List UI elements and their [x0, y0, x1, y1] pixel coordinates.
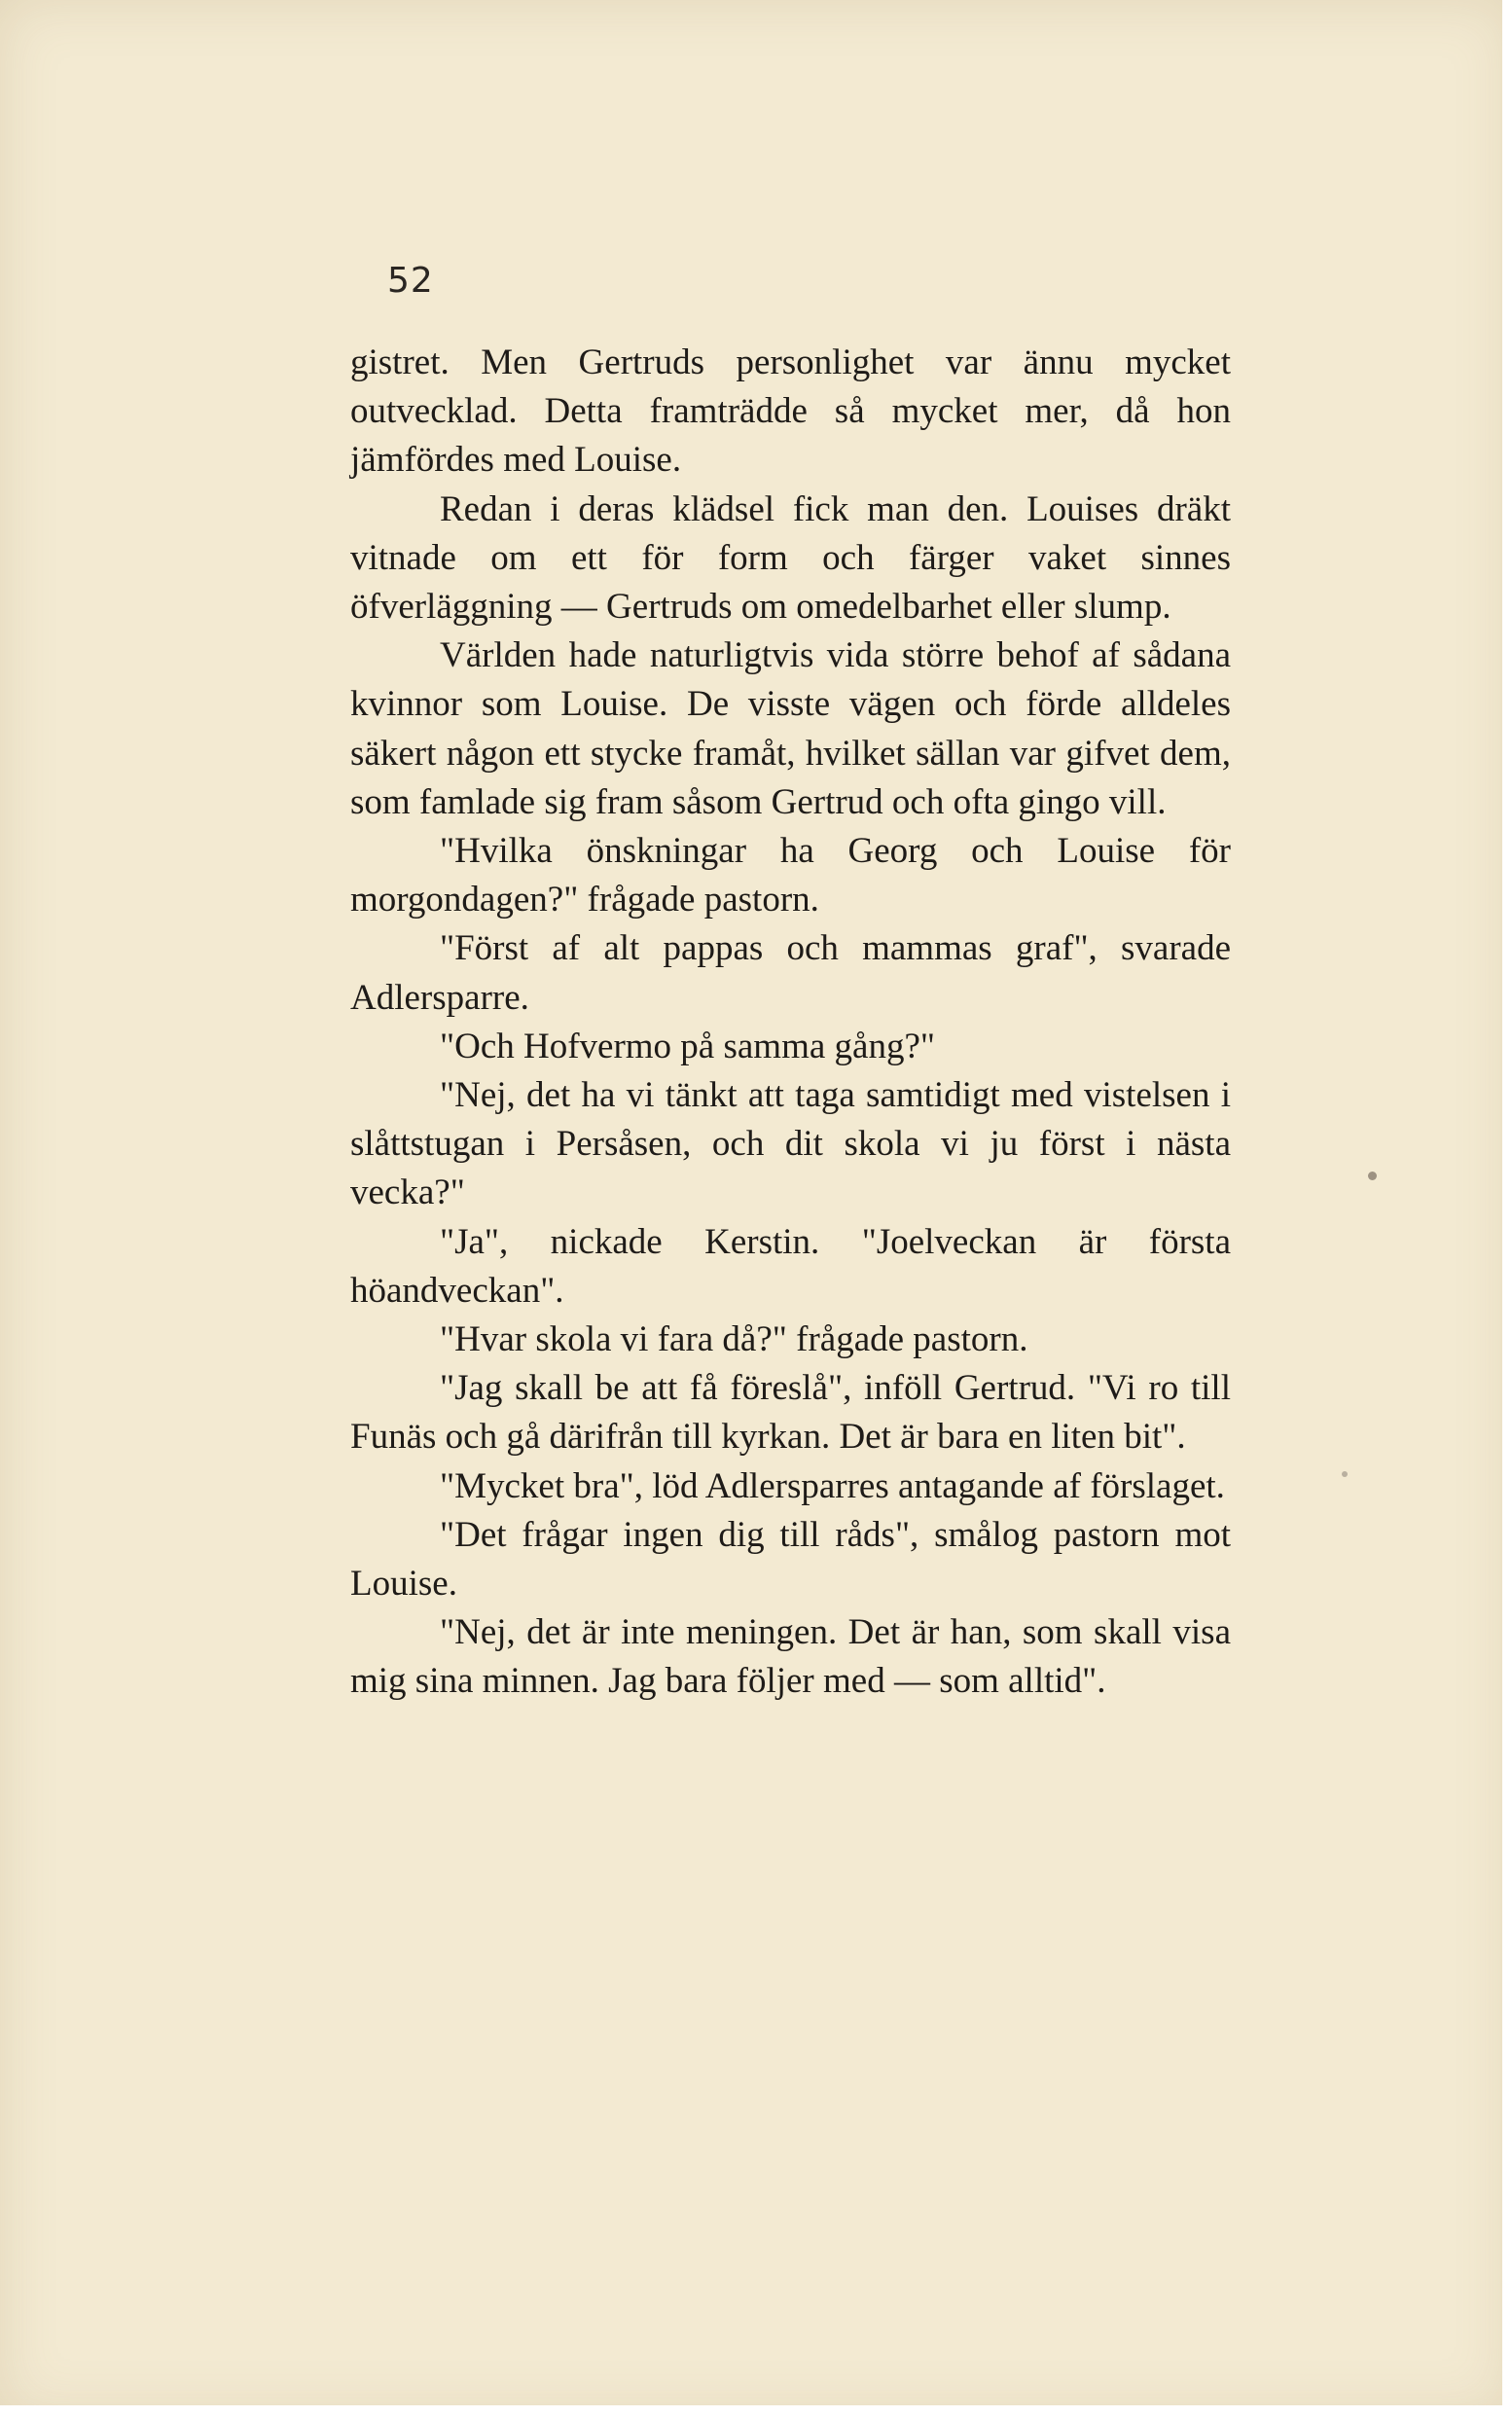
- page-number: 52: [387, 261, 434, 301]
- scan-edge-bottom: [0, 2405, 1512, 2417]
- paragraph: Världen hade naturligtvis vida större behof af sådana kvinnor som Louise. De visste vägen och förde alldeles säkert någon ett stycke framåt, hvilket sällan var gifvet dem, som famlade sig fram såsom Gertrud och ofta gingo vill.: [350, 635, 1231, 822]
- paragraph: "Det frågar ingen dig till råds", smålog pastorn mot Louise.: [350, 1514, 1231, 1605]
- body-text: [350, 339, 1231, 1707]
- paragraph: "Ja", nickade Kerstin. "Joelveckan är första höandveckan".: [350, 1221, 1231, 1311]
- paragraph: "Mycket bra", löd Adlersparres antagande af förslaget.: [440, 1465, 1225, 1506]
- paragraph: "Och Hofvermo på samma gång?": [440, 1026, 935, 1066]
- paragraph: "Hvilka önskningar ha Georg och Louise för morgondagen?" frågade pastorn.: [350, 831, 1231, 920]
- scan-edge-right: [1502, 0, 1512, 2417]
- paragraph: "Nej, det ha vi tänkt att taga samtidigt med vistelsen i slåttstugan i Persåsen, och dit skola vi ju först i nästa vecka?": [350, 1075, 1231, 1213]
- paper-speck: [1368, 1172, 1377, 1180]
- paragraph: "Nej, det är inte meningen. Det är han, som skall visa mig sina minnen. Jag bara följer med — som alltid".: [350, 1612, 1231, 1702]
- paragraph: "Först af alt pappas och mammas graf", svarade Adlersparre.: [350, 928, 1231, 1018]
- paragraph: Redan i deras klädsel fick man den. Louises dräkt vitnade om ett för form och färger vaket sinnes öfverläggning — Gertruds om omedelbarhet eller slump.: [350, 488, 1231, 628]
- paragraph: gistret. Men Gertruds personlighet var ännu mycket outvecklad. Detta framträdde så mycket mer, då hon jämfördes med Louise.: [350, 343, 1231, 481]
- paragraph: "Jag skall be att få föreslå", inföll Gertrud. "Vi ro till Funäs och gå därifrån till kyrkan. Det är bara en liten bit".: [350, 1368, 1231, 1458]
- paper-speck: [1342, 1471, 1348, 1477]
- paragraph: "Hvar skola vi fara då?" frågade pastorn.: [440, 1319, 1028, 1360]
